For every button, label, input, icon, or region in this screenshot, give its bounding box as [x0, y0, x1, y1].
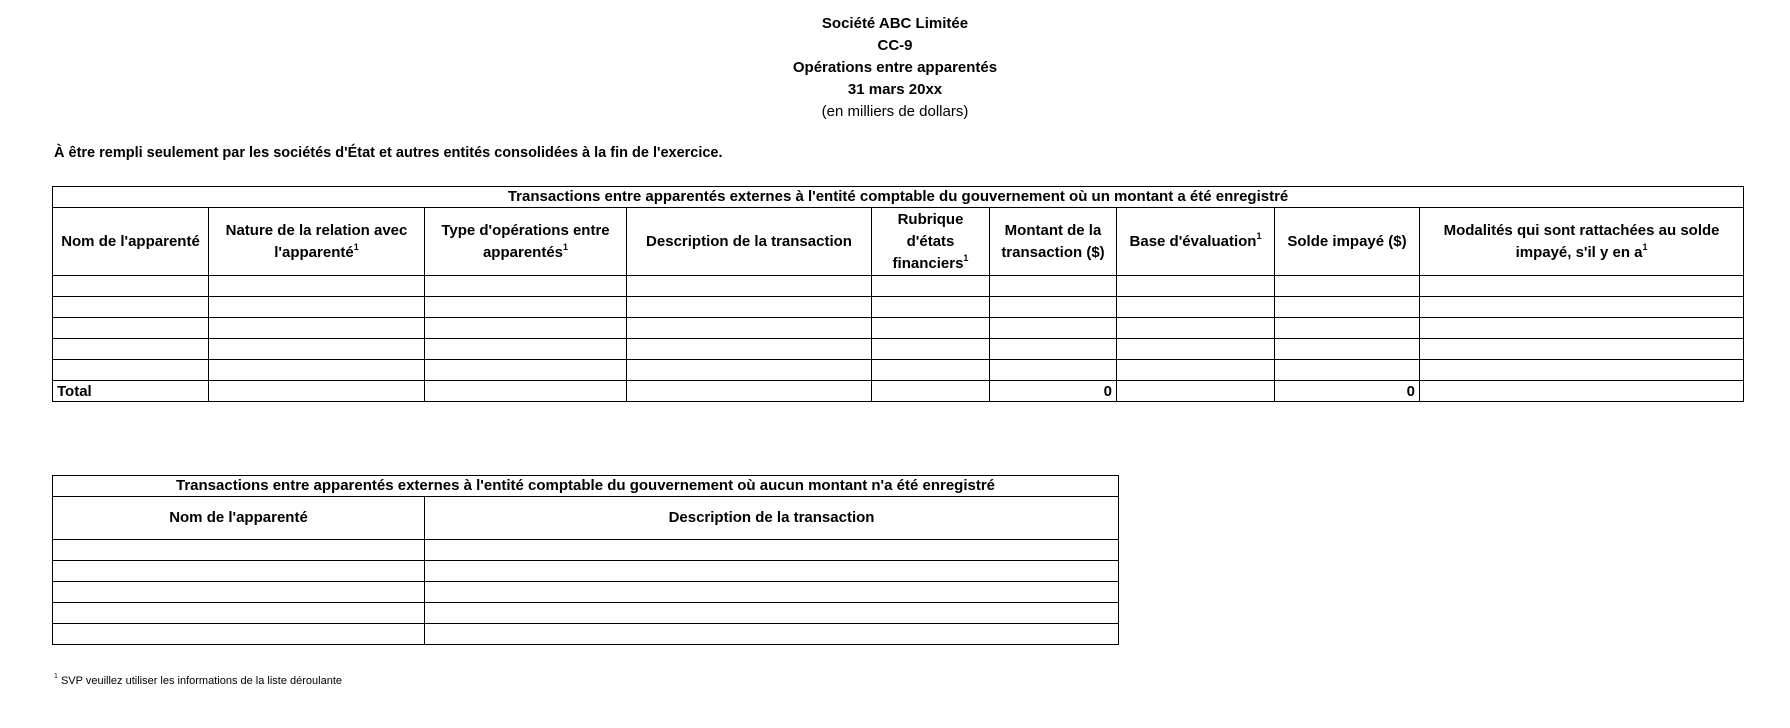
- table-row: [53, 582, 1119, 603]
- col-header-amount: Montant de la transaction ($): [990, 208, 1117, 276]
- input-cell[interactable]: [872, 276, 990, 297]
- input-cell[interactable]: [1420, 360, 1744, 381]
- input-cell[interactable]: [425, 603, 1119, 624]
- input-cell[interactable]: [53, 561, 425, 582]
- input-cell[interactable]: [627, 360, 872, 381]
- input-cell[interactable]: [990, 276, 1117, 297]
- input-cell[interactable]: [872, 381, 990, 402]
- input-cell[interactable]: [627, 318, 872, 339]
- input-cell[interactable]: [1420, 318, 1744, 339]
- table-row: [53, 297, 1744, 318]
- table-row: [53, 603, 1119, 624]
- input-cell[interactable]: [425, 297, 627, 318]
- input-cell[interactable]: [425, 582, 1119, 603]
- table1-title: Transactions entre apparentés externes à l'entité comptable du gouvernement où un montant a été enregistré: [53, 187, 1744, 208]
- input-cell[interactable]: [990, 339, 1117, 360]
- table-row: [53, 561, 1119, 582]
- input-cell[interactable]: [1275, 339, 1420, 360]
- col-header-fs-line: Rubrique d'états financiers$^1$: [872, 208, 990, 276]
- input-cell[interactable]: [425, 339, 627, 360]
- input-cell[interactable]: [990, 360, 1117, 381]
- input-cell[interactable]: [872, 339, 990, 360]
- input-cell[interactable]: [53, 339, 209, 360]
- form-units: (en milliers de dollars): [821, 103, 969, 120]
- col-header-related-party: Nom de l'apparenté: [53, 497, 425, 540]
- input-cell[interactable]: [209, 276, 425, 297]
- table-row: [53, 318, 1744, 339]
- input-cell[interactable]: [1117, 339, 1275, 360]
- input-cell[interactable]: [53, 624, 425, 645]
- input-cell[interactable]: [1420, 297, 1744, 318]
- input-cell[interactable]: [627, 339, 872, 360]
- table2-title: Transactions entre apparentés externes à l'entité comptable du gouvernement où aucun montant n'a été enregistré: [53, 476, 1119, 497]
- input-cell[interactable]: [425, 624, 1119, 645]
- input-cell[interactable]: [1275, 276, 1420, 297]
- input-cell[interactable]: [1275, 318, 1420, 339]
- input-cell[interactable]: [990, 297, 1117, 318]
- company-name: Société ABC Limitée: [821, 15, 969, 32]
- input-cell[interactable]: [209, 318, 425, 339]
- table-row: [53, 360, 1744, 381]
- input-cell[interactable]: [627, 381, 872, 402]
- input-cell[interactable]: [1275, 360, 1420, 381]
- input-cell[interactable]: [990, 318, 1117, 339]
- input-cell[interactable]: [1117, 276, 1275, 297]
- input-cell[interactable]: [1117, 318, 1275, 339]
- footnote-marker: 1: [54, 673, 58, 681]
- input-cell[interactable]: [209, 381, 425, 402]
- input-cell[interactable]: [872, 360, 990, 381]
- input-cell[interactable]: [425, 381, 627, 402]
- instruction-text: À être rempli seulement par les sociétés d'État et autres entités consolidées à la fin de l'exercice.: [54, 145, 723, 161]
- table-row: [53, 540, 1119, 561]
- table-row: [53, 276, 1744, 297]
- total-row: [53, 381, 1744, 402]
- input-cell[interactable]: [53, 276, 209, 297]
- form-date: 31 mars 20xx: [847, 81, 943, 98]
- recorded-transactions-table: [52, 186, 1744, 402]
- input-cell[interactable]: [53, 603, 425, 624]
- table-row: [53, 624, 1119, 645]
- unrecorded-transactions-table: [52, 475, 1119, 645]
- input-cell[interactable]: [1117, 360, 1275, 381]
- col-header-description: Description de la transaction: [627, 208, 872, 276]
- table1-header-row: [53, 208, 1744, 276]
- input-cell[interactable]: [627, 297, 872, 318]
- input-cell[interactable]: [425, 561, 1119, 582]
- input-cell[interactable]: [53, 582, 425, 603]
- col-header-related-party: Nom de l'apparenté: [53, 208, 209, 276]
- total-amount: 0: [990, 381, 1117, 402]
- input-cell[interactable]: [425, 276, 627, 297]
- input-cell[interactable]: [209, 297, 425, 318]
- col-header-description: Description de la transaction: [425, 497, 1119, 540]
- col-header-measurement-basis: Base d'évaluation$^1$: [1117, 208, 1275, 276]
- input-cell[interactable]: [209, 339, 425, 360]
- input-cell[interactable]: [209, 360, 425, 381]
- input-cell[interactable]: [1117, 297, 1275, 318]
- col-header-terms: Modalités qui sont rattachées au solde impayé, s'il y en $a^1$: [1420, 208, 1744, 276]
- total-label: Total: [53, 381, 209, 402]
- input-cell[interactable]: [425, 318, 627, 339]
- input-cell[interactable]: [53, 360, 209, 381]
- input-cell[interactable]: [627, 276, 872, 297]
- form-code: CC-9: [877, 37, 913, 54]
- input-cell[interactable]: [425, 360, 627, 381]
- input-cell[interactable]: [1117, 381, 1275, 402]
- table2-header-row: [53, 497, 1119, 540]
- input-cell[interactable]: [1420, 381, 1744, 402]
- col-header-operation-type: Type d'opérations entre apparentés$^1$: [425, 208, 627, 276]
- input-cell[interactable]: [1420, 339, 1744, 360]
- footnote: [54, 675, 342, 687]
- input-cell[interactable]: [53, 318, 209, 339]
- table-row: [53, 339, 1744, 360]
- footnote-text: SVP veuillez utiliser les informations de la liste déroulante: [60, 675, 343, 687]
- form-subject: Opérations entre apparentés: [792, 59, 998, 76]
- input-cell[interactable]: [53, 297, 209, 318]
- col-header-relationship-nature: Nature de la relation avec l'apparenté$^1$: [209, 208, 425, 276]
- input-cell[interactable]: [1275, 297, 1420, 318]
- input-cell[interactable]: [1420, 276, 1744, 297]
- input-cell[interactable]: [872, 318, 990, 339]
- input-cell[interactable]: [425, 540, 1119, 561]
- input-cell[interactable]: [872, 297, 990, 318]
- total-balance: 0: [1275, 381, 1420, 402]
- input-cell[interactable]: [53, 540, 425, 561]
- col-header-outstanding-balance: Solde impayé ($): [1275, 208, 1420, 276]
